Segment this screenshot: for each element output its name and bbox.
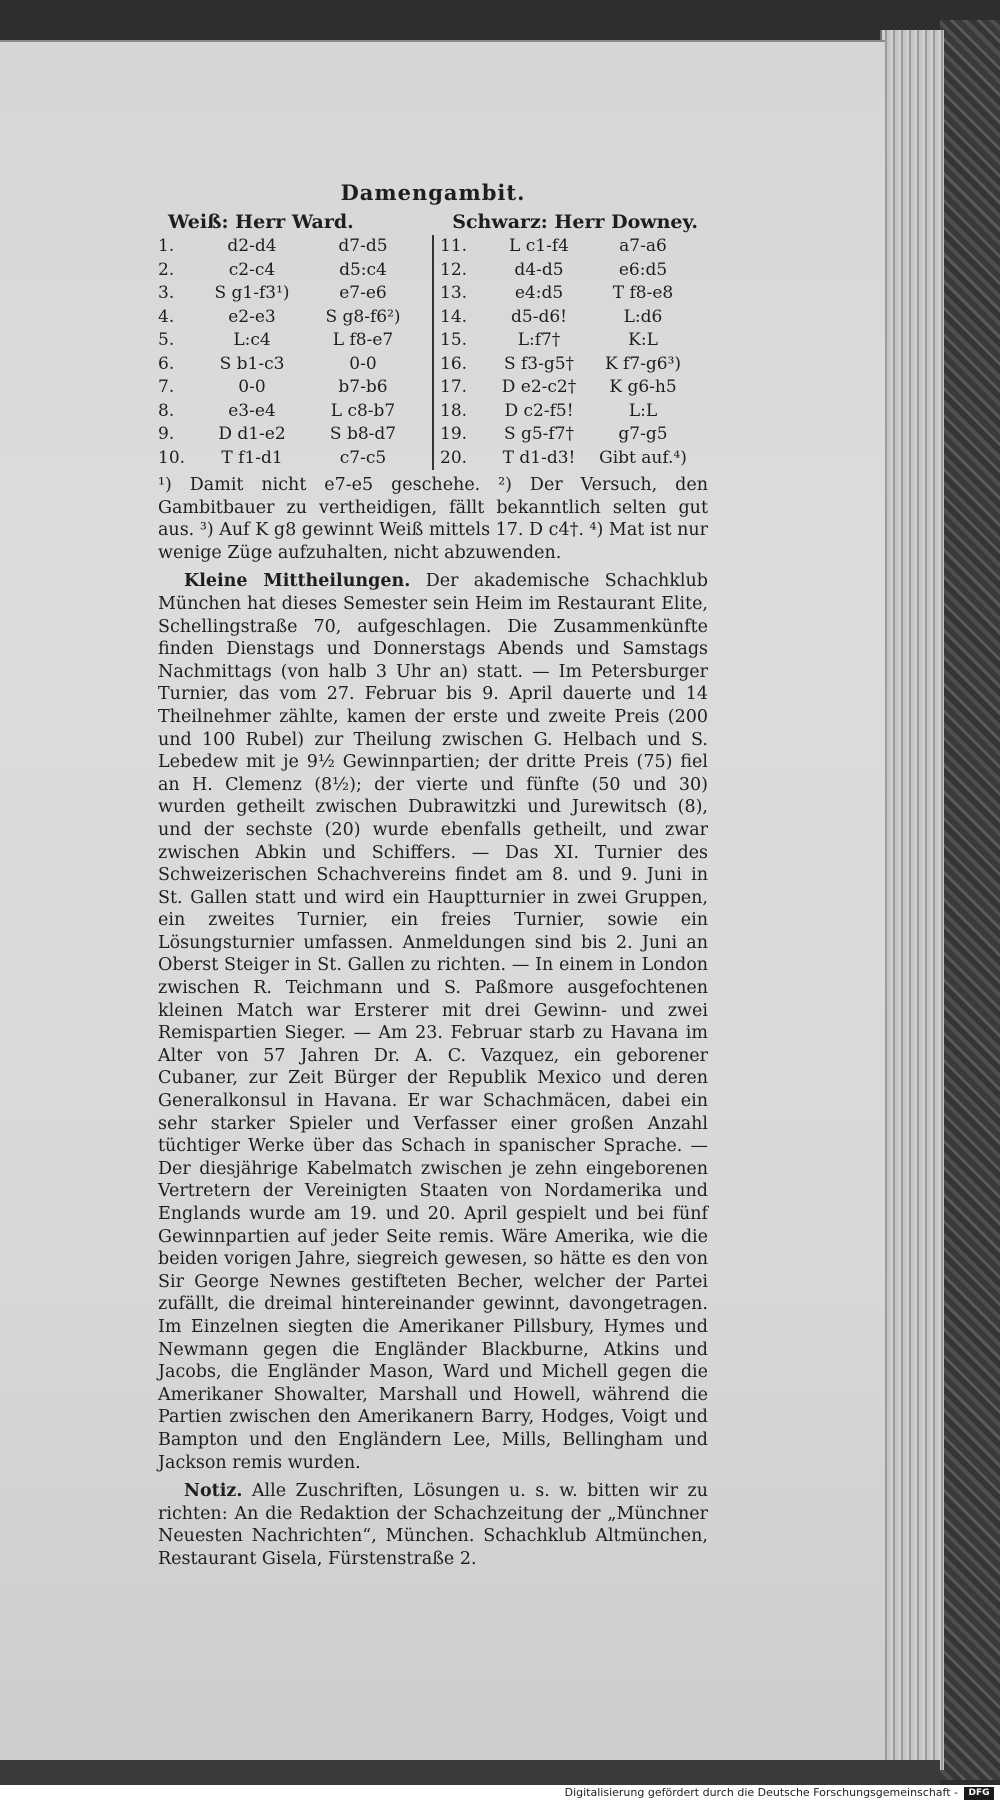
page-content: [158, 180, 708, 1571]
black-move: L:L: [628, 400, 658, 421]
white-move: e4:d5: [514, 283, 564, 303]
move-row: [158, 235, 432, 259]
move-row: [158, 306, 432, 330]
page-edges: [880, 30, 944, 1770]
move-row: [158, 376, 432, 400]
black-move: c7-c5: [339, 447, 387, 468]
white-move: L:f7†: [517, 330, 561, 350]
black-move: g7-g5: [618, 424, 668, 444]
move-row: [434, 353, 708, 377]
black-move: Gibt auf.⁴): [599, 447, 687, 468]
black-move: L c8-b7: [330, 400, 396, 421]
black-player: Schwarz: Herr Downey.: [452, 211, 698, 233]
black-move: S g8-f6²): [325, 306, 401, 327]
move-number: 2.: [158, 259, 175, 280]
white-move: e2-e3: [228, 306, 276, 327]
black-move: T f8-e8: [612, 283, 674, 303]
black-move: e7-e6: [339, 283, 387, 303]
black-move: K f7-g6³): [604, 353, 682, 374]
white-move: T f1-d1: [221, 447, 283, 468]
move-row: [158, 329, 432, 353]
footer-bar: [0, 1785, 1000, 1803]
move-row: [434, 282, 708, 306]
move-number: 7.: [158, 377, 175, 397]
move-row: [434, 306, 708, 330]
white-move: L:c4: [233, 330, 271, 350]
white-move: D e2-c2†: [501, 377, 577, 397]
move-number: 17.: [440, 377, 468, 397]
moves-column-right: [434, 235, 708, 470]
black-move: e6:d5: [618, 259, 668, 280]
notiz-text: Alle Zuschriften, Lösungen u. s. w. bitten wir zu richten: An die Redaktion der Schachzeitung der „Münchner Neuesten Nachrichten“, München. Schachklub Altmünchen, Restaurant Gisela, Fürstenstraße 2.: [158, 1481, 708, 1569]
notiz-heading: Notiz.: [184, 1481, 243, 1502]
white-move: D c2-f5!: [504, 400, 574, 421]
white-move: D d1-e2: [218, 424, 286, 444]
move-row: [158, 259, 432, 283]
white-move: S g1-f3¹): [214, 283, 290, 303]
book-binding: [940, 20, 1000, 1780]
news-text: Der akademische Schachklub München hat dieses Semester sein Heim im Restaurant Elite, Schellingstraße 70, aufgeschlagen. Die Zusammenkünfte finden Dienstags und Donnerstags Abends und Samstags Nachmittags (von halb 3 Uhr an) statt. — Im Petersburger Turnier, das vom 27. Februar bis 9. April dauerte und 14 Theilnehmer zählte, kamen der erste und zweite Preis (200 und 100 Rubel) zur Theilung zwischen G. Helbach und S. Lebedew mit je 9½ Gewinnpartien; der dritte Preis (75) fiel an H. Clemenz (8½); der vierte und fünfte (50 und 30) wurden getheilt zwischen Dubrawitzki und Jurewitsch (8), und der sechste (20) wurde ebenfalls getheilt, und zwar zwischen Abkin und Schiffers. — Das XI. Turnier des Schweizerischen Schachvereins findet am 8. und 9. Juni in St. Gallen statt und wird ein Hauptturnier in zwei Gruppen, ein zweites Turnier, ein freies Turnier, sowie ein Lösungsturnier umfassen. Anmeldungen sind bis 2. Juni an Oberst Steiger in St. Gallen zu richten. — In einem in London zwischen R. Teichmann und S. Paßmore ausgefochtenen kleinen Match war Ersterer mit drei Gewinn- und zwei Remispartien Sieger. — Am 23. Februar starb zu Havana im Alter von 57 Jahren Dr. A. C. Vazquez, ein geborener Cubaner, zur Zeit Bürger der Republik Mexico und deren Generalkonsul in Havana. Er war Schachmäcen, dabei ein sehr starker Spieler und Verfasser einer großen Anzahl tüchtiger Werke über das Schach in spanischer Sprache. — Der diesjährige Kabelmatch zwischen je zehn eingeborenen Vertretern der Vereinigten Staaten von Nordamerika und Englands wurde am 19. und 20. April gespielt und bei fünf Gewinnpartien auf jeder Seite remis. Wäre Amerika, wie die beiden vorigen Jahre, siegreich gewesen, so hätte es den von Sir George Newnes gestifteten Becher, welcher der Partei zufällt, die dreimal hintereinander gewinnt, davongetragen. Im Einzelnen siegten die Amerikaner Pillsbury, Hymes und Newmann gegen die Engländer Blackburne, Atkins und Jacobs, die Engländer Mason, Ward und Michell gegen die Amerikaner Showalter, Marshall und Howell, während die Partien zwischen den Amerikanern Barry, Hodges, Voigt und Bampton und den Engländern Lee, Mills, Bellingham und Jackson remis wurden.: [158, 571, 708, 1473]
white-move: 0-0: [238, 377, 266, 397]
move-number: 14.: [440, 306, 468, 327]
black-move: d7-d5: [338, 236, 388, 256]
footnotes: ¹) Damit nicht e7-e5 geschehe. ²) Der Versuch, den Gambitbauer zu vertheidigen, fällt bekanntlich selten gut aus. ³) Auf K g8 gewinnt Weiß mittels 17. D c4†. ⁴) Mat ist nur wenige Züge aufzuhalten, nicht abzuwenden.: [158, 475, 708, 563]
move-row: [434, 423, 708, 447]
move-number: 9.: [158, 424, 175, 444]
move-row: [158, 353, 432, 377]
white-move: d4-d5: [514, 259, 564, 280]
news-paragraph: [158, 570, 708, 1474]
move-number: 6.: [158, 353, 175, 374]
players-line: [158, 211, 708, 233]
move-number: 3.: [158, 283, 175, 303]
move-row: [434, 235, 708, 259]
black-move: S b8-d7: [329, 424, 397, 444]
white-move: d2-d4: [227, 236, 277, 256]
move-row: [434, 329, 708, 353]
move-number: 12.: [440, 259, 468, 280]
move-number: 20.: [440, 447, 468, 468]
move-number: 11.: [440, 236, 468, 256]
news-heading: Kleine Mittheilungen.: [184, 571, 411, 592]
black-move: L:d6: [623, 306, 663, 327]
black-move: d5:c4: [339, 259, 387, 280]
white-move: d5-d6!: [511, 306, 567, 327]
white-move: S g5-f7†: [503, 424, 575, 444]
dfg-logo: DFG: [964, 1787, 994, 1800]
move-row: [158, 282, 432, 306]
move-number: 13.: [440, 283, 468, 303]
white-move: c2-c4: [228, 259, 276, 280]
black-move: b7-b6: [338, 377, 388, 397]
white-move: T d1-d3!: [502, 447, 576, 468]
move-row: [158, 400, 432, 424]
white-move: S f3-g5†: [503, 353, 575, 374]
black-move: a7-a6: [619, 236, 667, 256]
move-row: [434, 447, 708, 471]
move-number: 4.: [158, 306, 175, 327]
white-move: L c1-f4: [509, 236, 569, 256]
white-player: Weiß: Herr Ward.: [168, 211, 354, 233]
move-number: 5.: [158, 330, 175, 350]
move-number: 19.: [440, 424, 468, 444]
move-number: 15.: [440, 330, 468, 350]
game-title: Damengambit.: [340, 180, 526, 205]
move-number: 1.: [158, 236, 175, 256]
move-number: 10.: [158, 447, 186, 468]
move-number: 18.: [440, 400, 468, 421]
bottom-shadow: [0, 1760, 940, 1785]
moves-table: [158, 235, 708, 470]
move-row: [434, 400, 708, 424]
footer-credit: Digitalisierung gefördert durch die Deutsche Forschungsgemeinschaft -: [564, 1786, 958, 1799]
moves-column-left: [158, 235, 434, 470]
black-move: L f8-e7: [332, 330, 394, 350]
move-row: [158, 447, 432, 471]
black-move: K:L: [628, 330, 658, 350]
move-number: 16.: [440, 353, 468, 374]
white-move: e3-e4: [228, 400, 276, 421]
black-move: 0-0: [349, 353, 377, 374]
notiz-paragraph: [158, 1480, 708, 1570]
move-number: 8.: [158, 400, 175, 421]
move-row: [434, 376, 708, 400]
black-move: K g6-h5: [609, 377, 677, 397]
move-row: [434, 259, 708, 283]
white-move: S b1-c3: [219, 353, 285, 374]
move-row: [158, 423, 432, 447]
